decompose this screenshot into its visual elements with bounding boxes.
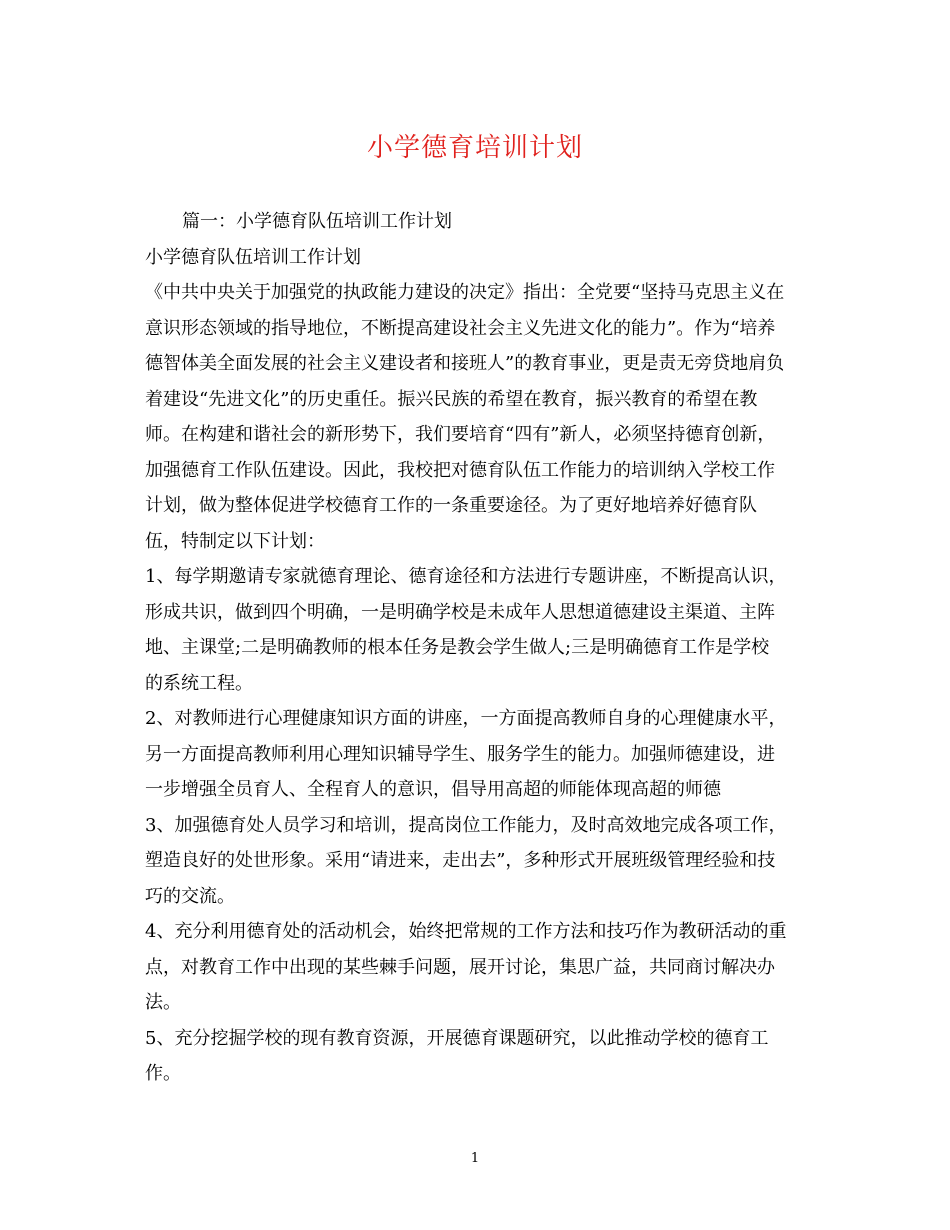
paragraph-line: 《中共中央关于加强党的执政能力建设的决定》指出：全党要“坚持马克思主义在 xyxy=(145,282,785,303)
list-item-1-line: 地、主课堂;二是明确教师的根本任务是教会学生做人;三是明确德育工作是学校 xyxy=(145,637,770,658)
list-item-2-line: 2、对教师进行心理健康知识方面的讲座，一方面提高教师自身的心理健康水平， xyxy=(145,708,787,729)
list-item-5-line: 5、充分挖掘学校的现有教育资源，开展德育课题研究，以此推动学校的德育工 xyxy=(145,1027,769,1049)
paragraph-line: 意识形态领域的指导地位，不断提高建设社会主义先进文化的能力”。作为“培养 xyxy=(145,317,776,339)
list-item-4-line: 点，对教育工作中出现的某些棘手问题，展开讨论，集思广益，共同商讨解决办 xyxy=(145,956,775,978)
page-number: 1 xyxy=(470,1151,480,1166)
paragraph-line: 着建设“先进文化”的历史重任。振兴民族的希望在教育，振兴教育的希望在教 xyxy=(145,388,758,410)
list-item-2-line: 一步增强全员育人、全程育人的意识，倡导用高超的师能体现高超的师德 xyxy=(145,779,721,800)
list-item-5-line: 作。 xyxy=(145,1063,181,1084)
list-item-3-line: 3、加强德育处人员学习和培训，提高岗位工作能力，及时高效地完成各项工作， xyxy=(145,814,787,836)
section-heading: 篇一：小学德育队伍培训工作计划 xyxy=(182,211,452,232)
paragraph-line: 德智体美全面发展的社会主义建设者和接班人”的教育事业，更是责无旁贷地肩负 xyxy=(145,353,785,374)
paragraph-line: 加强德育工作队伍建设。因此，我校把对德育队伍工作能力的培训纳入学校工作 xyxy=(145,459,775,481)
document-title: 小学德育培训计划 xyxy=(366,133,583,163)
list-item-2-line: 另一方面提高教师利用心理知识辅导学生、服务学生的能力。加强师德建设，进 xyxy=(145,743,775,765)
document-body xyxy=(145,204,810,1092)
paragraph-line: 计划，做为整体促进学校德育工作的一条重要途径。为了更好地培养好德育队 xyxy=(145,495,757,516)
list-item-1-line: 1、每学期邀请专家就德育理论、德育途径和方法进行专题讲座，不断提高认识， xyxy=(145,566,787,587)
list-item-3-line: 塑造良好的处世形象。采用“请进来，走出去”，多种形式开展班级管理经验和技 xyxy=(145,850,776,871)
list-item-1-line: 形成共识，做到四个明确，一是明确学校是未成年人思想道德建设主渠道、主阵 xyxy=(145,601,775,623)
subheading: 小学德育队伍培训工作计划 xyxy=(145,246,361,268)
list-item-4-line: 法。 xyxy=(145,992,181,1013)
list-item-3-line: 巧的交流。 xyxy=(145,885,235,907)
paragraph-line: 伍，特制定以下计划： xyxy=(145,530,325,552)
list-item-1-line: 的系统工程。 xyxy=(145,672,253,694)
list-item-4-line: 4、充分利用德育处的活动机会，始终把常规的工作方法和技巧作为教研活动的重 xyxy=(145,921,787,942)
paragraph-line: 师。在构建和谐社会的新形势下，我们要培育“四有”新人，必须坚持德育创新， xyxy=(145,424,776,445)
